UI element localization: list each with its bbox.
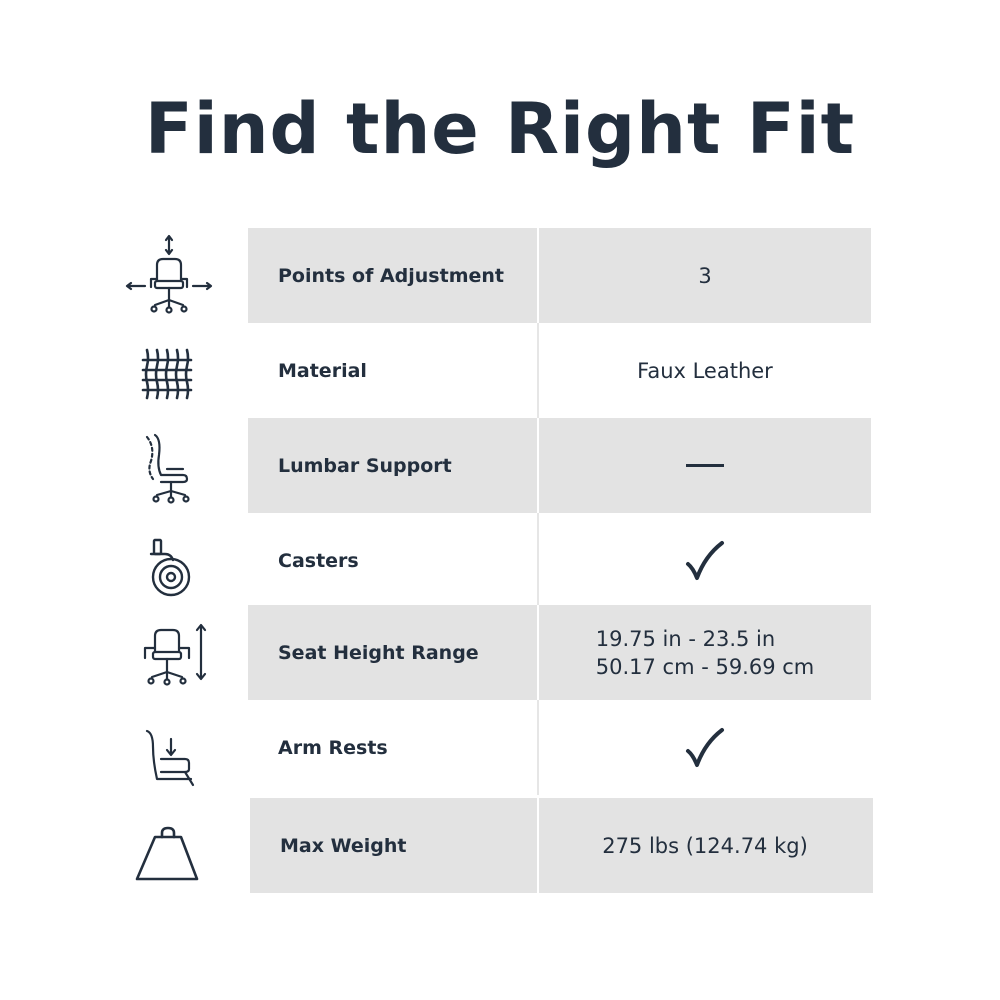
row-label: Points of Adjustment — [278, 264, 504, 287]
caster-wheel-icon — [125, 520, 213, 600]
spec-row-max-weight — [0, 798, 1000, 893]
row-label: Lumbar Support — [278, 454, 452, 477]
row-value — [539, 228, 871, 323]
check-icon — [685, 727, 725, 769]
spec-row-casters — [0, 513, 1000, 608]
mesh-material-icon — [125, 330, 213, 410]
value-text — [596, 625, 815, 681]
check-icon — [685, 540, 725, 582]
row-label: Casters — [278, 549, 359, 572]
spec-row-points-of-adjustment — [0, 228, 1000, 323]
chair-adjustment-icon — [125, 235, 213, 315]
spec-row-arm-rests — [0, 700, 1000, 795]
seat-height-icon — [125, 612, 213, 692]
arm-rest-icon — [125, 707, 213, 787]
spec-row-material — [0, 323, 1000, 418]
spec-row-seat-height-range — [0, 605, 1000, 700]
lumbar-support-icon — [125, 425, 213, 505]
row-value — [539, 700, 871, 795]
row-label: Material — [278, 359, 367, 382]
not-available-dash — [686, 464, 724, 467]
value-line-imperial: 19.75 in - 23.5 in — [595, 626, 776, 651]
value-text: Faux Leather — [637, 358, 773, 383]
weight-icon — [125, 805, 213, 885]
row-value — [539, 605, 871, 700]
row-label: Arm Rests — [278, 736, 388, 759]
row-label: Max Weight — [280, 834, 407, 857]
spec-row-lumbar-support — [0, 418, 1000, 513]
value-text: 3 — [698, 263, 712, 288]
row-label: Seat Height Range — [278, 641, 479, 664]
row-value — [539, 323, 871, 418]
row-value — [539, 418, 871, 513]
value-line-metric: 50.17 cm - 59.69 cm — [595, 654, 815, 679]
page-title: Find the Right Fit — [144, 88, 856, 170]
row-value — [539, 513, 871, 608]
row-value — [539, 798, 871, 893]
value-text: 275 lbs (124.74 kg) — [602, 833, 808, 858]
